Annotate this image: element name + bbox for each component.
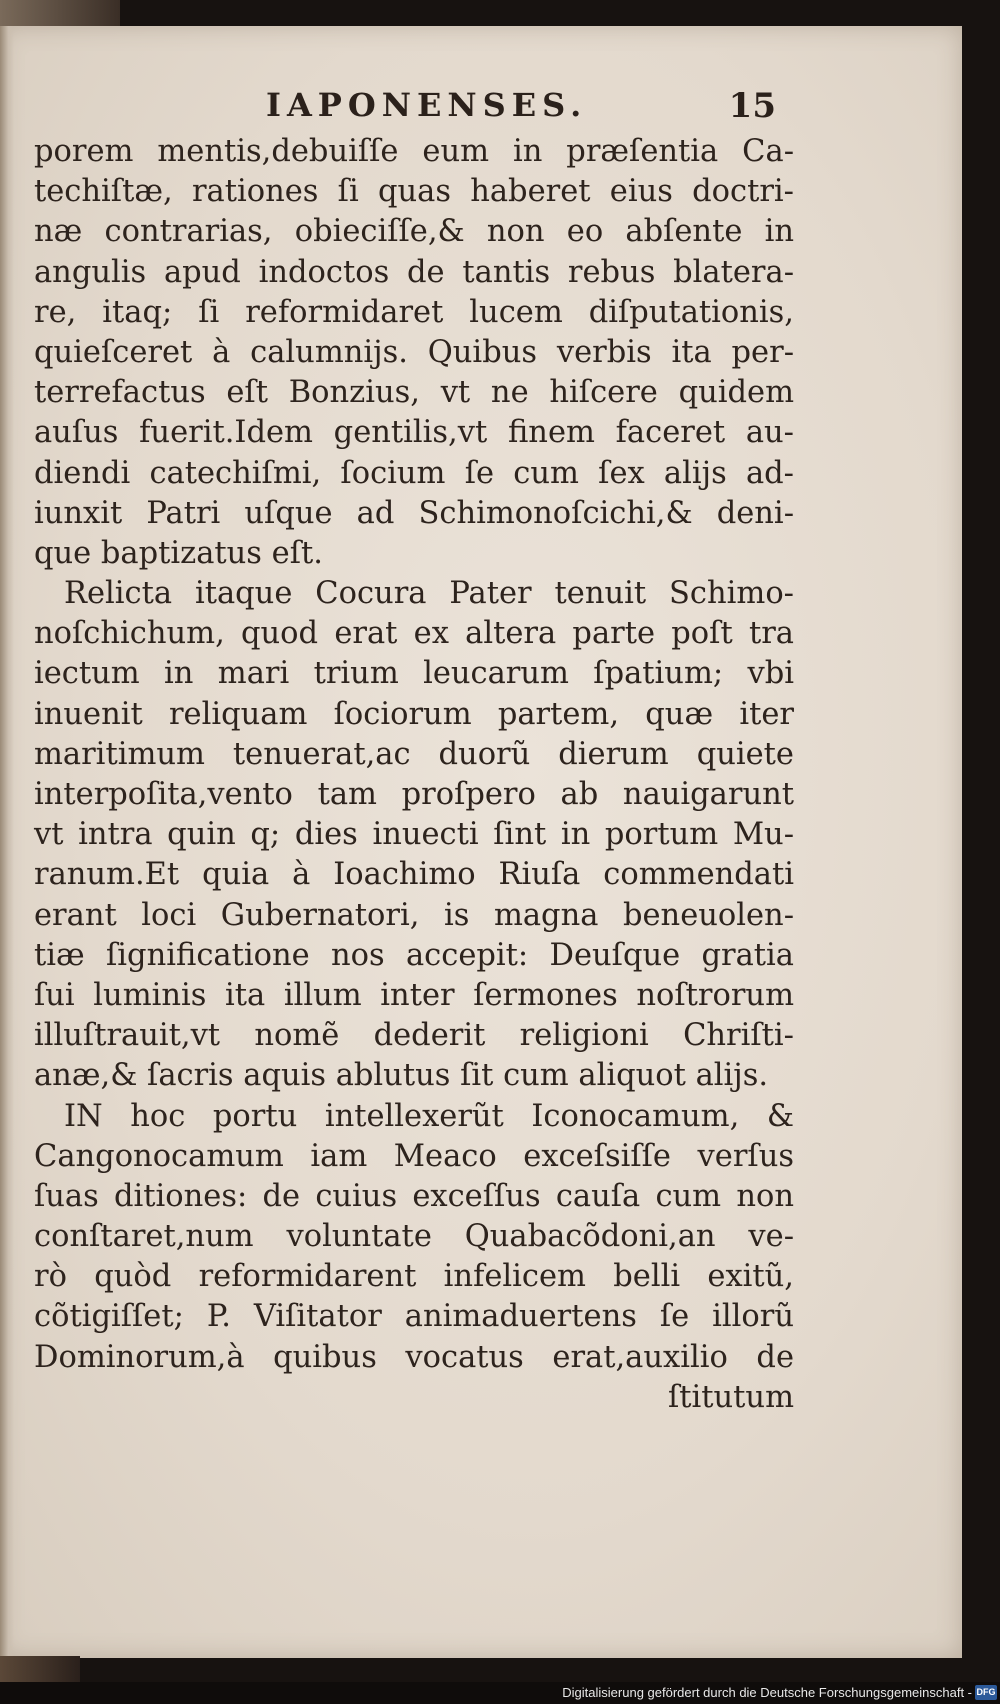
text-line: maritimum tenuerat,ac duorũ dierum quiete: [34, 736, 794, 772]
text-line: ſui luminis ita illum inter ſermones noſtrorum: [34, 977, 794, 1013]
footer-bar: [0, 1682, 1000, 1704]
text-line: quieſceret à calumnijs. Quibus verbis ita per-: [34, 334, 794, 370]
text-line: porem mentis,debuiſſe eum in præſentia Ca-: [34, 134, 794, 169]
text-line: illuſtrauit,vt nomẽ dederit religioni Chriſti-: [34, 1018, 794, 1054]
catchword: ſtitutum: [667, 1379, 794, 1415]
text-line: ſuas ditiones: de cuius exceſſus cauſa cum non: [34, 1178, 794, 1214]
text-line: vt intra quin q; dies inuecti ſint in portum Mu-: [34, 817, 794, 853]
text-line: que baptizatus eſt.: [34, 535, 323, 571]
dfg-logo-icon: DFG: [975, 1685, 997, 1700]
text-line: rò quòd reformidarent infelicem belli exitũ,: [34, 1259, 794, 1295]
text-line: Relicta itaque Cocura Pater tenuit Schimo-: [64, 576, 794, 612]
binding-top: [0, 0, 120, 28]
text-line: Cangonocamum iam Meaco exceſsiſſe verſus: [34, 1138, 794, 1174]
text-line: iectum in mari trium leucarum ſpatium; vbi: [34, 656, 794, 692]
text-line: conſtaret,num voluntate Quabacõdoni,an ve-: [34, 1219, 794, 1255]
footer-credit: Digitalisierung gefördert durch die Deutsche Forschungsgemeinschaft -: [562, 1685, 972, 1700]
text-line: IN hoc portu intellexerũt Iconocamum, &: [64, 1098, 794, 1134]
binding-bottom: [0, 1656, 80, 1682]
text-line: terrefactus eſt Bonzius, vt ne hiſcere quidem: [34, 375, 794, 411]
text-line: erant loci Gubernatori, is magna beneuolen-: [34, 897, 794, 933]
text-line: Dominorum,à quibus vocatus erat,auxilio de: [34, 1339, 794, 1375]
text-line: inuenit reliquam ſociorum partem, quæ iter: [34, 696, 794, 732]
text-line: tiæ ſignificatione nos accepit: Deuſque gratia: [34, 937, 794, 973]
running-head: [36, 86, 776, 130]
text-line: angulis apud indoctos de tantis rebus blatera-: [34, 254, 794, 290]
text-line: ranum.Et quia à Ioachimo Riuſa commendati: [34, 857, 794, 893]
text-line: næ contrarias, obieciſſe,& non eo abſente in: [34, 214, 794, 250]
text-line: cõtigiſſet; P. Viſitator animaduertens ſe illorũ: [34, 1299, 794, 1335]
page-number: 15: [728, 86, 776, 126]
text-line: techiſtæ, rationes ſi quas haberet eius doctri-: [34, 174, 794, 210]
text-line: iunxit Patri uſque ad Schimonoſcichi,& deni-: [34, 495, 794, 531]
text-line: diendi catechiſmi, ſocium ſe cum ſex alijs ad-: [34, 455, 794, 491]
text-line: re, itaq; ſi reformidaret lucem diſputationis,: [34, 294, 794, 330]
running-head-title: IAPONENSES.: [266, 86, 588, 124]
page-gutter-edge: [0, 26, 14, 1658]
text-line: anæ,& ſacris aquis ablutus ſit cum aliquot alijs.: [34, 1058, 769, 1094]
page-text: [34, 132, 794, 1418]
text-line: auſus fuerit.Idem gentilis,vt finem faceret au-: [34, 415, 794, 451]
text-line: interpoſita,vento tam proſpero ab nauigarunt: [34, 777, 794, 812]
text-line: noſchichum, quod erat ex altera parte poſt tra: [34, 616, 794, 652]
